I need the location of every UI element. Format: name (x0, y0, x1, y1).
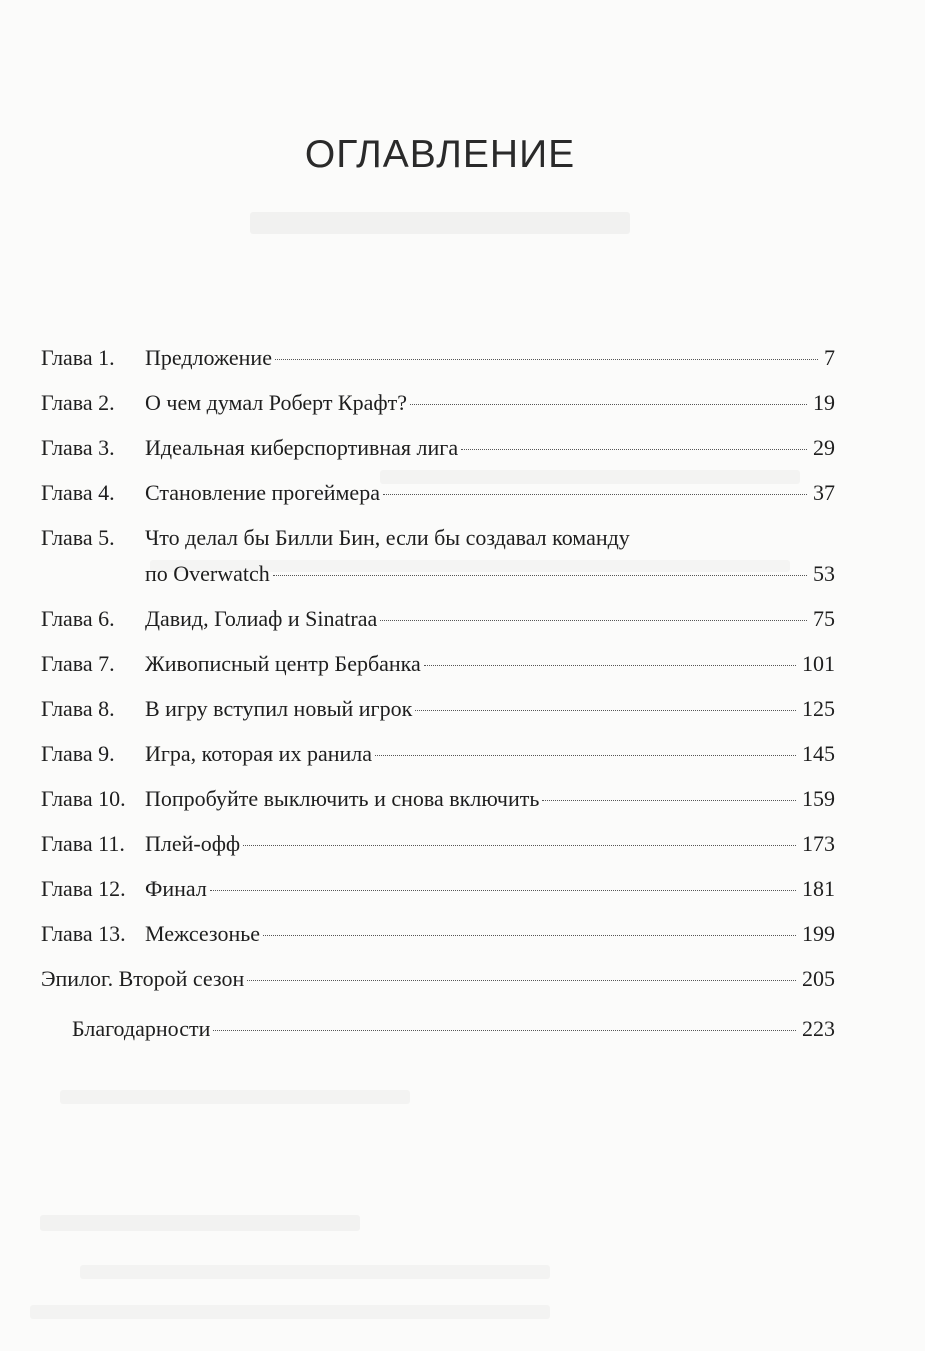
dot-leader (273, 575, 807, 576)
chapter-number: Глава 11. (41, 831, 125, 856)
chapter-title: Живописный центр Бербанка (145, 651, 421, 676)
bleed-through-decoration (40, 1215, 360, 1231)
chapter-title: Становление прогеймера (145, 480, 380, 505)
toc-entry-chapter-6[interactable] (41, 601, 835, 637)
epilogue-title: Эпилог. Второй сезон (41, 966, 245, 991)
page-title: ОГЛАВЛЕНИЕ (304, 133, 576, 176)
toc-entry-chapter-4[interactable] (41, 475, 835, 511)
chapter-number: Глава 13. (41, 921, 126, 946)
chapter-title-continuation: по Overwatch (145, 561, 270, 586)
dot-leader (263, 935, 796, 936)
chapter-title: Что делал бы Билли Бин, если бы создавал команду (145, 525, 630, 550)
toc-entry-chapter-2[interactable] (41, 385, 835, 421)
chapter-title: Попробуйте выключить и снова включить (145, 786, 540, 811)
dot-leader (247, 980, 796, 981)
page-number: 159 (802, 786, 835, 811)
dot-leader (275, 359, 818, 360)
toc-entry-chapter-12[interactable] (41, 871, 835, 907)
chapter-title: Межсезонье (145, 921, 261, 946)
toc-entry-chapter-8[interactable] (41, 691, 835, 727)
chapter-number: Глава 1. (41, 345, 115, 370)
chapter-number: Глава 12. (41, 876, 126, 901)
chapter-title: Плей-офф (145, 831, 241, 856)
bleed-through-decoration (250, 212, 630, 234)
page-number: 7 (824, 345, 835, 370)
toc-entry-chapter-3[interactable] (41, 430, 835, 466)
toc-entry-chapter-13[interactable] (41, 916, 835, 952)
page-number: 101 (802, 651, 835, 676)
toc-entry-chapter-1[interactable] (41, 340, 835, 376)
dot-leader (424, 665, 796, 666)
bleed-through-decoration (80, 1265, 550, 1279)
page-number: 29 (813, 435, 835, 460)
chapter-title: Финал (145, 876, 207, 901)
chapter-title: Давид, Голиаф и Sinatraa (145, 606, 378, 631)
toc-entry-chapter-7[interactable] (41, 646, 835, 682)
dot-leader (415, 710, 796, 711)
dot-leader (243, 845, 796, 846)
chapter-number: Глава 5. (41, 525, 115, 550)
chapter-number: Глава 2. (41, 390, 115, 415)
page-number: 223 (802, 1016, 835, 1041)
dot-leader (210, 890, 796, 891)
bleed-through-decoration (30, 1305, 550, 1319)
chapter-number: Глава 6. (41, 606, 115, 631)
chapter-number: Глава 9. (41, 741, 115, 766)
toc-entry-chapter-11[interactable] (41, 826, 835, 862)
chapter-title: Предложение (145, 345, 272, 370)
page-number: 145 (802, 741, 835, 766)
chapter-number: Глава 8. (41, 696, 115, 721)
dot-leader (383, 494, 807, 495)
page-number: 199 (802, 921, 835, 946)
page-number: 173 (802, 831, 835, 856)
page-number: 125 (802, 696, 835, 721)
page-number: 205 (802, 966, 835, 991)
page-number: 181 (802, 876, 835, 901)
dot-leader (380, 620, 807, 621)
chapter-title: Идеальная киберспортивная лига (145, 435, 459, 460)
dot-leader (461, 449, 807, 450)
page-number: 19 (813, 390, 835, 415)
chapter-title: О чем думал Роберт Крафт? (145, 390, 408, 415)
toc-entry-acknowledgements[interactable] (41, 1011, 835, 1047)
chapter-number: Глава 4. (41, 480, 115, 505)
dot-leader (410, 404, 807, 405)
table-of-contents (41, 340, 835, 1047)
chapter-number: Глава 7. (41, 651, 115, 676)
toc-entry-epilogue[interactable] (41, 961, 835, 997)
chapter-number: Глава 10. (41, 786, 126, 811)
page-number: 75 (813, 606, 835, 631)
chapter-number: Глава 3. (41, 435, 115, 460)
bleed-through-decoration (60, 1090, 410, 1104)
toc-entry-chapter-5[interactable] (41, 520, 835, 592)
page-number: 37 (813, 480, 835, 505)
dot-leader (375, 755, 796, 756)
dot-leader (542, 800, 796, 801)
dot-leader (213, 1030, 796, 1031)
chapter-title: В игру вступил новый игрок (145, 696, 413, 721)
page-number: 53 (813, 561, 835, 586)
chapter-title: Игра, которая их ранила (145, 741, 372, 766)
toc-entry-chapter-9[interactable] (41, 736, 835, 772)
acknowledgements-title: Благодарности (72, 1016, 211, 1041)
toc-entry-chapter-10[interactable] (41, 781, 835, 817)
